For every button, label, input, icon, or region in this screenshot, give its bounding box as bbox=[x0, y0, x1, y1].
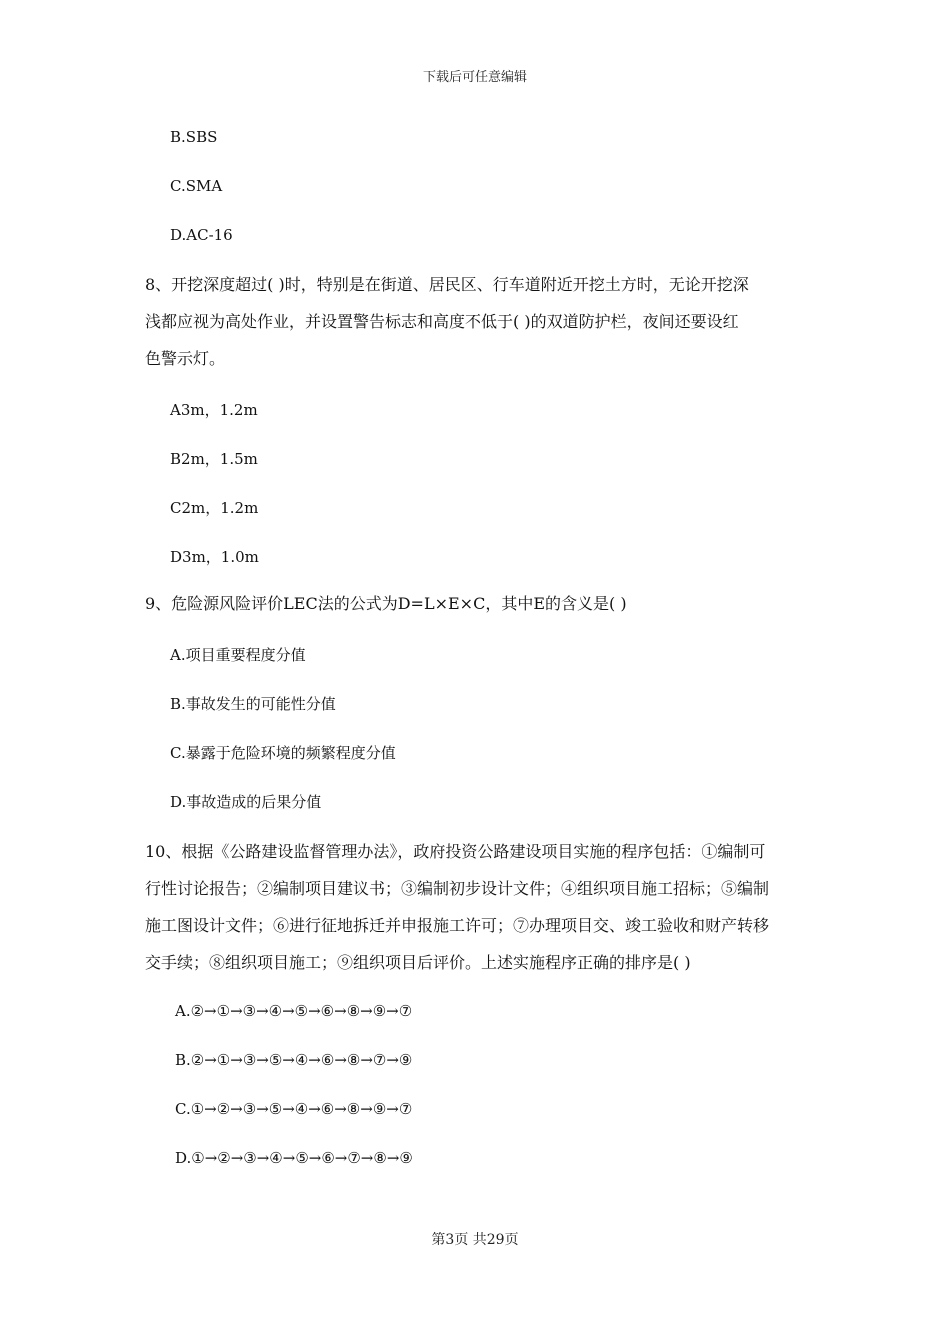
question-10-line-4: 交手续；⑧组织项目施工；⑨组织项目后评价。上述实施程序正确的排序是( ) bbox=[145, 953, 691, 972]
page-footer: 第3页 共29页 bbox=[431, 1232, 519, 1248]
q7-option-c: C.SMA bbox=[170, 177, 223, 195]
question-10-line-2: 行性讨论报告；②编制项目建议书；③编制初步设计文件；④组织项目施工招标；⑤编制 bbox=[145, 879, 770, 898]
question-9 bbox=[145, 585, 810, 622]
page-header: 下载后可任意编辑 bbox=[422, 70, 527, 85]
q7-option-b: B.SBS bbox=[170, 128, 218, 146]
q10-option-a: A.②→①→③→④→⑤→⑥→⑧→⑨→⑦ bbox=[175, 1002, 413, 1020]
q8-option-d: D3m，1.0m bbox=[170, 548, 259, 566]
question-8-line-1: 8、开挖深度超过( )时，特别是在街道、居民区、行车道附近开挖土方时，无论开挖深 bbox=[145, 275, 749, 294]
question-10-line-1: 10、根据《公路建设监督管理办法》，政府投资公路建设项目实施的程序包括：①编制可 bbox=[145, 842, 766, 861]
question-10 bbox=[145, 833, 810, 981]
q10-option-b: B.②→①→③→⑤→④→⑥→⑧→⑦→⑨ bbox=[175, 1051, 413, 1069]
q10-option-c: C.①→②→③→⑤→④→⑥→⑧→⑨→⑦ bbox=[175, 1100, 413, 1118]
q7-option-d: D.AC-16 bbox=[170, 226, 233, 244]
question-9-line-1: 9、危险源风险评价LEC法的公式为D=L×E×C，其中E的含义是( ) bbox=[145, 594, 627, 613]
question-8 bbox=[145, 266, 810, 377]
q9-option-a: A.项目重要程度分值 bbox=[170, 646, 306, 664]
question-8-line-3: 色警示灯。 bbox=[145, 349, 226, 368]
question-10-line-3: 施工图设计文件；⑥进行征地拆迁并申报施工许可；⑦办理项目交、竣工验收和财产转移 bbox=[145, 916, 770, 935]
q10-option-d: D.①→②→③→④→⑤→⑥→⑦→⑧→⑨ bbox=[175, 1149, 413, 1167]
q8-option-a: A3m，1.2m bbox=[170, 401, 258, 419]
q9-option-b: B.事故发生的可能性分值 bbox=[170, 695, 336, 713]
q9-option-c: C.暴露于危险环境的频繁程度分值 bbox=[170, 744, 396, 762]
q8-option-c: C2m，1.2m bbox=[170, 499, 259, 517]
q8-option-b: B2m，1.5m bbox=[170, 450, 258, 468]
q9-option-d: D.事故造成的后果分值 bbox=[170, 793, 322, 811]
question-8-line-2: 浅都应视为高处作业，并设置警告标志和高度不低于( )的双道防护栏，夜间还要设红 bbox=[145, 312, 739, 331]
